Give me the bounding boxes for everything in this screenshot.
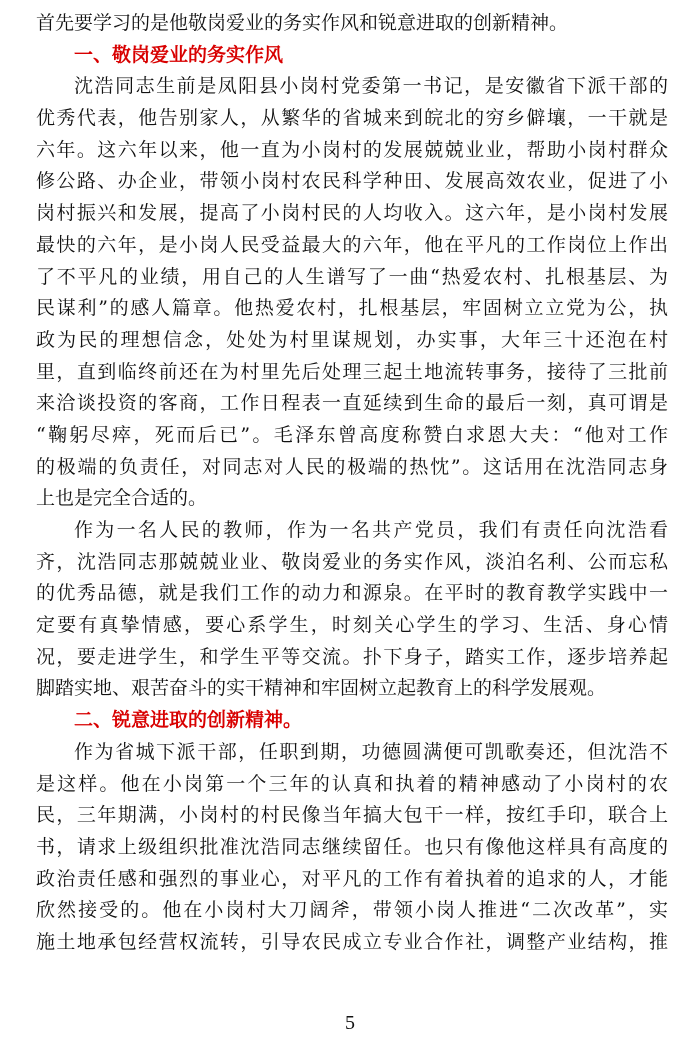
paragraph-line: “鞠躬尽瘁，死而后已”。毛泽东曾高度称赞白求恩大夫：“他对工作 — [36, 423, 668, 446]
paragraph-line: 是这样。他在小岗第一个三年的认真和执着的精神感动了小岗村的农 — [36, 772, 668, 795]
paragraph-line: 六年。这六年以来，他一直为小岗村的发展兢兢业业，帮助小岗村群众 — [36, 138, 668, 161]
intro-line: 首先要学习的是他敬岗爱业的务实作风和锐意进取的创新精神。 — [36, 12, 569, 34]
paragraph-line: 上也是完全合适的。 — [36, 487, 208, 510]
paragraph-line: 了不平凡的业绩，用自己的人生谱写了一曲“热爱农村、扎根基层、为 — [36, 265, 668, 288]
section-1-heading: 一、敬岗爱业的务实作风 — [74, 43, 284, 66]
paragraph-line: 政治责任感和强烈的事业心，对平凡的工作有着执着的追求的人，才能 — [36, 867, 668, 890]
paragraph-line: 欣然接受的。他在小岗村大刀阔斧，带领小岗人推进“二次改革”，实 — [36, 899, 668, 922]
section-2-heading: 二、锐意进取的创新精神。 — [74, 709, 303, 732]
paragraph-line: 政为民的理想信念，处处为村里谋规划，办实事，大年三十还泡在村 — [36, 328, 668, 351]
document-page — [36, 8, 668, 959]
paragraph-line: 民谋利”的感人篇章。他热爱农村，扎根基层，牢固树立立党为公，执 — [36, 297, 668, 320]
paragraph-line: 优秀代表，他告别家人，从繁华的省城来到皖北的穷乡僻壤，一干就是 — [36, 107, 668, 130]
section-2-paragraph-1 — [36, 737, 668, 959]
paragraph-line: 书，请求上级组织批准沈浩同志继续留任。也只有像他这样具有高度的 — [36, 835, 668, 858]
paragraph-line: 作为省城下派干部，任职到期，功德圆满便可凯歌奏还，但沈浩不 — [74, 740, 668, 763]
paragraph-line: 修公路、办企业，带领小岗村农民科学种田、发展高效农业，促进了小 — [36, 170, 668, 193]
paragraph-line: 的优秀品德，就是我们工作的动力和源泉。在平时的教育教学实践中一 — [36, 582, 668, 605]
paragraph-line: 施土地承包经营权流转，引导农民成立专业合作社，调整产业结构，推 — [36, 930, 668, 953]
paragraph-line: 来洽谈投资的客商，工作日程表一直延续到生命的最后一刻，真可谓是 — [36, 392, 668, 415]
section-1-paragraph-1 — [36, 71, 668, 515]
paragraph-line: 齐，沈浩同志那兢兢业业、敬岗爱业的务实作风，淡泊名利、公而忘私 — [36, 550, 668, 573]
paragraph-line: 的极端的负责任，对同志对人民的极端的热忱”。这话用在沈浩同志身 — [36, 455, 668, 478]
paragraph-line: 岗村振兴和发展，提高了小岗村民的人均收入。这六年，是小岗村发展 — [36, 202, 668, 225]
paragraph-line: 沈浩同志生前是凤阳县小岗村党委第一书记，是安徽省下派干部的 — [74, 75, 668, 98]
paragraph-line: 最快的六年，是小岗人民受益最大的六年，他在平凡的工作岗位上作出 — [36, 233, 668, 256]
paragraph-line: 脚踏实地、艰苦奋斗的实干精神和牢固树立起教育上的科学发展观。 — [36, 677, 607, 700]
paragraph-line: 定要有真挚情感，要心系学生，时刻关心学生的学习、生活、身心情 — [36, 614, 668, 637]
page-number: 5 — [345, 1012, 355, 1034]
paragraph-line: 民，三年期满，小岗村的村民像当年搞大包干一样，按红手印，联合上 — [36, 804, 668, 827]
section-1-paragraph-2 — [36, 515, 668, 705]
paragraph-line: 作为一名人民的教师，作为一名共产党员，我们有责任向沈浩看 — [74, 519, 668, 541]
paragraph-line: 里，直到临终前还在为村里先后处理三起土地流转事务，接待了三批前 — [36, 360, 668, 383]
paragraph-line: 况，要走进学生，和学生平等交流。扑下身子，踏实工作，逐步培养起 — [36, 645, 668, 668]
